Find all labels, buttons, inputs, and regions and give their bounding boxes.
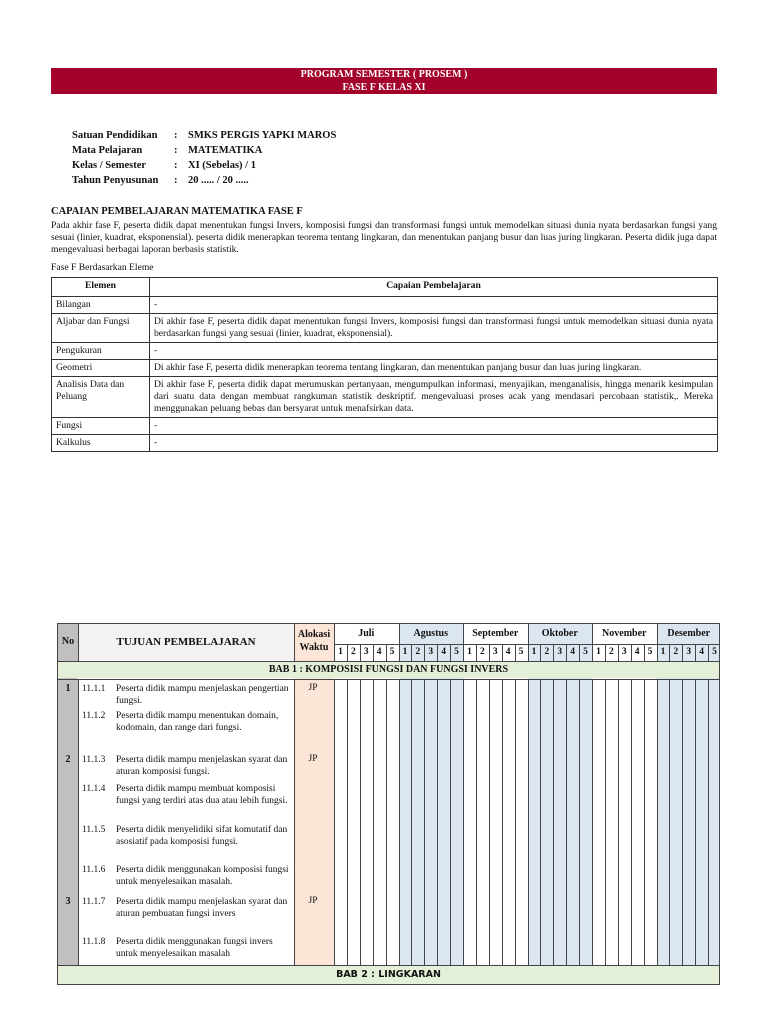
tp-text: Peserta didik mampu menentukan domain, kodomain, dan range dari fungsi. <box>116 711 279 733</box>
week-label: 3 <box>557 647 563 657</box>
table-row <box>52 418 718 435</box>
alokasi-jp: JP <box>308 754 318 764</box>
grid-line <box>437 679 438 965</box>
identity-key: Satuan Pendidikan <box>72 130 158 141</box>
grid-line <box>657 679 658 965</box>
table-row <box>52 343 718 360</box>
month-column-bg <box>657 624 721 984</box>
grid-line <box>618 679 619 965</box>
capaian-cell: Di akhir fase F, peserta didik dapat menentukan fungsi Invers, komposisi fungsi dan transformasi fungsi untuk memodelkan situasi dunia nyata berdasarkan fungsi yang sesuai (linier, kuadrat, eksponensial). <box>150 314 718 343</box>
grid-line <box>489 644 490 662</box>
grid-line <box>386 679 387 965</box>
alokasi-jp: JP <box>308 896 318 906</box>
week-label: 1 <box>338 647 343 657</box>
grid-line <box>399 679 400 965</box>
grid-line <box>489 679 490 965</box>
elemen-cell: Analisis Data dan Peluang <box>52 377 150 418</box>
grid-line <box>515 644 516 662</box>
week-label: 3 <box>492 647 498 657</box>
no-column-bg <box>58 624 78 984</box>
grid-line <box>708 679 709 965</box>
grid-line <box>695 644 696 662</box>
tp-code: 11.1.3 <box>82 755 106 765</box>
grid-line <box>644 679 645 965</box>
week-label: 5 <box>583 647 588 657</box>
grid-line <box>411 679 412 965</box>
grid-line <box>411 644 412 662</box>
tp-text: Peserta didik mampu menjelaskan syarat dan aturan komposisi fungsi. <box>116 755 288 777</box>
identity-key: Mata Pelajaran <box>72 145 143 156</box>
identity-sep: : <box>174 130 178 141</box>
capaian-cell: - <box>150 418 718 435</box>
grid-line <box>424 679 425 965</box>
week-label: 5 <box>389 647 395 657</box>
week-label: 5 <box>454 647 459 657</box>
grid-line <box>386 644 387 662</box>
week-label: 2 <box>350 647 356 657</box>
grid-line <box>347 679 348 965</box>
week-label: 3 <box>621 647 627 657</box>
header-elemen: Elemen <box>52 278 150 297</box>
week-label: 3 <box>428 647 434 657</box>
month-label: November <box>602 628 647 639</box>
identity-block <box>72 128 336 188</box>
grid-line <box>58 965 719 966</box>
identity-value: 20 ..... / 20 ..... <box>188 175 249 186</box>
grid-line <box>605 679 606 965</box>
grid-line <box>592 624 593 662</box>
week-label: 3 <box>363 647 369 657</box>
grid-line <box>528 679 529 965</box>
month-label: Oktober <box>541 628 578 639</box>
grid-line <box>334 679 335 965</box>
week-label: 1 <box>467 647 472 657</box>
tp-item <box>82 683 292 707</box>
month-label: Desember <box>667 628 711 639</box>
week-label: 4 <box>376 647 382 657</box>
header-alokasi: Alokasi Waktu <box>297 629 331 653</box>
week-label: 5 <box>518 647 524 657</box>
table-row <box>52 377 718 418</box>
elemen-cell: Pengukuran <box>52 343 150 360</box>
grid-line <box>347 644 348 662</box>
week-label: 4 <box>634 647 640 657</box>
grid-line <box>631 644 632 662</box>
elemen-cell: Bilangan <box>52 297 150 314</box>
tp-item <box>82 896 292 920</box>
tp-item <box>82 783 292 807</box>
grid-line <box>463 624 464 662</box>
grid-line <box>682 644 683 662</box>
identity-row <box>72 128 336 143</box>
week-label: 2 <box>415 647 421 657</box>
week-label: 4 <box>570 647 575 657</box>
month-column-bg <box>399 624 464 984</box>
group-number: 1 <box>65 683 71 694</box>
week-label: 4 <box>699 647 704 657</box>
capaian-cell: - <box>150 343 718 360</box>
grid-line <box>669 679 670 965</box>
header-no: No <box>61 636 75 647</box>
tp-text: Peserta didik mampu menjelaskan pengertian fungsi. <box>116 684 289 706</box>
capaian-paragraph: Pada akhir fase F, peserta didik dapat menentukan fungsi Invers, komposisi fungsi dan transformasi fungsi untuk memodelkan situasi dunia nyata berdasarkan fungsi yang sesuai (linier, kuadrat, eksponensial). peserta didik menerapkan teorema tentang lingkaran, dan menentukan panjang busur dan luas juring lingkaran. Peserta didik juga dapat mengevaluasi berbagai laporan berbasis statistik. <box>51 220 717 255</box>
month-label: September <box>472 628 519 639</box>
grid-line <box>476 644 477 662</box>
table-header-row <box>52 278 718 297</box>
identity-value: SMKS PERGIS YAPKI MAROS <box>188 130 337 141</box>
group-number: 3 <box>65 896 71 907</box>
table-row <box>52 435 718 452</box>
elemen-table <box>51 277 718 452</box>
identity-row <box>72 173 336 188</box>
tp-text: Peserta didik menggunakan fungsi invers untuk menyelesaikan masalah <box>116 937 273 959</box>
document-subtitle: FASE F KELAS XI <box>342 82 426 93</box>
grid-line <box>334 644 719 645</box>
grid-line <box>657 624 658 662</box>
identity-sep: : <box>174 145 178 156</box>
alokasi-jp: JP <box>308 683 318 693</box>
schedule-table <box>57 623 720 985</box>
week-label: 2 <box>479 647 485 657</box>
header-capaian: Capaian Pembelajaran <box>150 278 718 297</box>
identity-row <box>72 143 336 158</box>
identity-sep: : <box>174 160 178 171</box>
tp-item <box>82 710 292 734</box>
month-column-bg <box>528 624 593 984</box>
tp-code: 11.1.1 <box>82 684 106 694</box>
tp-code: 11.1.4 <box>82 784 106 794</box>
week-label: 4 <box>441 647 446 657</box>
tp-item <box>82 754 292 778</box>
grid-line <box>605 644 606 662</box>
elemen-cell: Kalkulus <box>52 435 150 452</box>
document-title: PROGRAM SEMESTER ( PROSEM ) <box>300 69 468 80</box>
grid-line <box>553 644 554 662</box>
week-label: 5 <box>647 647 653 657</box>
grid-line <box>553 679 554 965</box>
grid-line <box>424 644 425 662</box>
grid-line <box>360 679 361 965</box>
week-label: 1 <box>402 647 408 657</box>
grid-line <box>566 679 567 965</box>
fase-label: Fase F Berdasarkan Eleme <box>51 262 154 273</box>
week-label: 2 <box>544 647 550 657</box>
table-row <box>52 297 718 314</box>
capaian-title: CAPAIAN PEMBELAJARAN MATEMATIKA FASE F <box>51 206 303 217</box>
week-label: 4 <box>505 647 511 657</box>
grid-line <box>78 679 79 965</box>
grid-line <box>695 679 696 965</box>
week-label: 3 <box>686 647 692 657</box>
grid-line <box>708 644 709 662</box>
identity-key: Kelas / Semester <box>72 160 147 171</box>
capaian-cell: Di akhir fase F, peserta didik menerapkan teorema tentang lingkaran, dan menentukan panjang busur dan luas juring lingkaran. <box>150 360 718 377</box>
identity-sep: : <box>174 175 178 186</box>
grid-line <box>579 679 580 965</box>
month-label: Juli <box>358 628 375 639</box>
grid-line <box>463 679 464 965</box>
capaian-cell: Di akhir fase F, peserta didik dapat merumuskan pertanyaan, mengumpulkan informasi, menyajikan, menganalisis, hingga menarik kesimpulan dari suatu data dengan membuat rangkuman statistik deskriptif. mengevaluasi proses acak yang mendasari percobaan statistik,. Mereka menggunakan peluang bebas dan bersyarat untuk menafsirkan data. <box>150 377 718 418</box>
tp-text: Peserta didik mampu membuat komposisi fungsi yang terdiri atas dua atau lebih fungsi. <box>116 784 288 806</box>
grid-line <box>566 644 567 662</box>
grid-line <box>360 644 361 662</box>
grid-line <box>502 679 503 965</box>
tp-code: 11.1.6 <box>82 865 106 875</box>
tp-text: Peserta didik menggunakan komposisi fungsi untuk menyelesaikan masalah. <box>116 865 289 887</box>
identity-row <box>72 158 336 173</box>
week-label: 2 <box>608 647 614 657</box>
header-tujuan: TUJUAN PEMBELAJARAN <box>116 636 256 648</box>
identity-value: XI (Sebelas) / 1 <box>188 160 256 171</box>
tp-item <box>82 864 292 888</box>
grid-line <box>58 661 719 662</box>
tp-code: 11.1.8 <box>82 937 106 947</box>
grid-line <box>399 624 400 662</box>
grid-line <box>373 644 374 662</box>
grid-line <box>618 644 619 662</box>
grid-line <box>502 644 503 662</box>
grid-line <box>450 679 451 965</box>
grid-line <box>540 644 541 662</box>
grid-line <box>476 679 477 965</box>
grid-line <box>294 624 295 662</box>
bab2-row: BAB 2 : LINGKARAN <box>58 965 719 984</box>
grid-line <box>528 624 529 662</box>
capaian-cell: - <box>150 297 718 314</box>
group-number: 2 <box>65 754 71 765</box>
grid-line <box>631 679 632 965</box>
tp-item <box>82 824 292 848</box>
grid-line <box>579 644 580 662</box>
tp-code: 11.1.2 <box>82 711 106 721</box>
month-label: Agustus <box>413 628 448 639</box>
tp-item <box>82 936 292 960</box>
tp-text: Peserta didik menyelidiki sifat komutatif dan asosiatif pada komposisi fungsi. <box>116 825 288 847</box>
tp-code: 11.1.5 <box>82 825 106 835</box>
grid-line <box>334 624 335 662</box>
alokasi-column-bg <box>294 624 334 984</box>
grid-line <box>58 679 719 680</box>
grid-line <box>540 679 541 965</box>
bab1-row: BAB 1 : KOMPOSISI FUNGSI DAN FUNGSI INVERS <box>58 662 719 678</box>
elemen-cell: Geometri <box>52 360 150 377</box>
grid-line <box>515 679 516 965</box>
grid-line <box>682 679 683 965</box>
week-label: 1 <box>531 647 537 657</box>
capaian-cell: - <box>150 435 718 452</box>
tp-text: Peserta didik mampu menjelaskan syarat dan aturan pembuatan fungsi invers <box>116 897 288 919</box>
table-row <box>52 314 718 343</box>
elemen-cell: Fungsi <box>52 418 150 435</box>
grid-line <box>592 679 593 965</box>
week-label: 1 <box>596 647 601 657</box>
grid-line <box>450 644 451 662</box>
grid-line <box>669 644 670 662</box>
tp-code: 11.1.7 <box>82 897 106 907</box>
grid-line <box>644 644 645 662</box>
identity-key: Tahun Penyusunan <box>72 175 159 186</box>
document-title-bar <box>51 68 717 94</box>
identity-value: MATEMATIKA <box>188 145 263 156</box>
grid-line <box>78 624 79 662</box>
week-label: 1 <box>660 647 666 657</box>
table-row <box>52 360 718 377</box>
week-label: 2 <box>673 647 679 657</box>
elemen-cell: Aljabar dan Fungsi <box>52 314 150 343</box>
grid-line <box>437 644 438 662</box>
grid-line <box>294 679 295 965</box>
week-label: 5 <box>712 647 717 657</box>
grid-line <box>373 679 374 965</box>
